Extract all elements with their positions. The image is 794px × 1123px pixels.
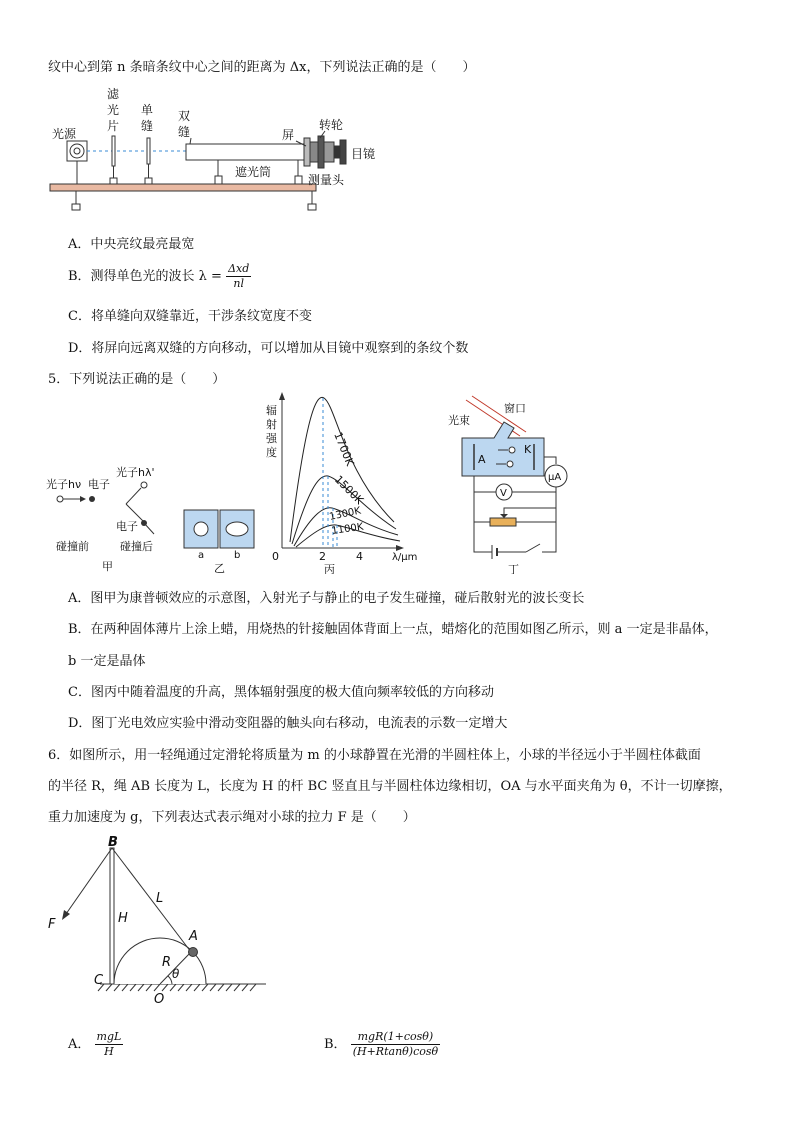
q4-option-b-prefix: B．测得单色光的波长 λ = <box>68 269 222 284</box>
q6-option-a-denominator: H <box>104 1045 114 1058</box>
jia-scattered-path <box>126 488 141 504</box>
jia-photon-in <box>57 496 63 502</box>
q6-stem-line3: 重力加速度为 g，下列表达式表示绳对小球的拉力 F 是（ ） <box>48 810 416 825</box>
jia-photon-in-label: 光子hν <box>46 478 82 491</box>
label-wheel: 转轮 <box>319 118 344 132</box>
q4-option-c: C．将单缝向双缝靠近，干涉条纹宽度不变 <box>68 309 312 324</box>
svg-text:单: 单 <box>141 103 154 117</box>
svg-text:射: 射 <box>266 418 277 431</box>
jia-electron-label: 电子 <box>88 478 110 491</box>
yi-label-b: b <box>234 550 241 561</box>
svg-text:缝: 缝 <box>178 125 191 139</box>
ding-k-label: K <box>524 443 532 456</box>
q5-figure-bing-blackbody <box>262 392 432 574</box>
q4-option-a: A．中央亮纹最亮最宽 <box>68 237 195 252</box>
q6-label-h: H <box>118 911 128 926</box>
q6-pulley-semicylinder-figure <box>44 834 284 1010</box>
q6-option-b-prefix: B． <box>324 1037 347 1052</box>
filter-element <box>110 136 117 184</box>
q6-label-r: R <box>162 955 172 970</box>
q5-option-a: A．图甲为康普顿效应的示意图，入射光子与静止的电子发生碰撞，碰后散射光的波长变长 <box>68 591 585 606</box>
label-filter <box>107 86 120 133</box>
ding-electron-2 <box>507 461 513 467</box>
q6-label-b: B <box>108 835 118 850</box>
double-slit-pointer <box>190 138 191 144</box>
single-slit-element <box>145 138 152 184</box>
bing-caption: 丙 <box>324 563 335 574</box>
jia-photon-out-label: 光子hλ' <box>116 466 155 479</box>
ding-electron-1 <box>509 447 515 453</box>
q6-stem-line1: 6．如图所示，用一轻绳通过定滑轮将质量为 m 的小球静置在光滑的半圆柱体上，小球的半径远小于半圆柱体截面 <box>48 748 701 763</box>
yi-label-a: a <box>198 550 205 561</box>
q4-option-b-numerator: Δxd <box>228 262 250 275</box>
jia-electron-out-label: 电子 <box>116 520 138 533</box>
label-single-slit <box>141 103 153 133</box>
label-source: 光源 <box>52 127 77 141</box>
bing-label-1700k: 1700K <box>331 430 357 468</box>
ding-ammeter-label: μA <box>548 472 562 483</box>
svg-text:强: 强 <box>266 432 277 445</box>
bing-x-arrow <box>396 545 404 551</box>
q4-stem-tail: 纹中心到第 n 条暗条纹中心之间的距离为 Δx，下列说法正确的是（ ） <box>48 60 476 75</box>
q5-option-b-line1: B．在两种固体薄片上涂上蜡，用烧热的针接触固体背面上一点，蜡熔化的范围如图乙所示，则 a 一定是非晶体， <box>68 622 718 637</box>
q6-semicylinder <box>114 938 206 984</box>
q6-label-l: L <box>156 891 164 906</box>
q5-option-b-line2: b 一定是晶体 <box>68 654 146 669</box>
ding-switch <box>526 544 540 552</box>
q6-option-a <box>68 1030 123 1059</box>
bing-y-arrow <box>279 392 285 400</box>
jia-electron-dot <box>89 496 95 502</box>
q5-stem: 5．下列说法正确的是（ ） <box>48 372 226 387</box>
q5-figure-jia-compton <box>44 460 174 575</box>
svg-text:滤: 滤 <box>107 87 120 101</box>
jia-before-label: 碰撞前 <box>56 540 89 553</box>
q6-force-f <box>66 848 112 914</box>
bing-tick-2: 2 <box>319 550 326 563</box>
q6-option-b-denominator: (H+Rtanθ)cosθ <box>352 1045 439 1058</box>
measuring-head <box>304 136 346 168</box>
bing-label-1100k: 1100K <box>330 521 365 537</box>
ding-a-label: A <box>478 453 486 466</box>
bing-label-1300k: 1300K <box>328 505 362 523</box>
jia-caption: 甲 <box>102 560 113 573</box>
q6-stem-line2: 的半径 R，绳 AB 长度为 L，长度为 H 的杆 BC 竖直且与半圆柱体边缘相切，OA 与水平面夹角为 θ，不计一切摩擦， <box>48 779 732 794</box>
jia-photon-out <box>141 482 147 488</box>
label-screen: 屏 <box>282 128 295 142</box>
bing-x-label: λ/μm <box>392 552 418 563</box>
yi-wax-circle <box>194 522 208 536</box>
bing-y-label <box>266 404 278 459</box>
yi-caption: 乙 <box>214 562 225 575</box>
q5-option-c: C．图丙中随着温度的升高，黑体辐射强度的极大值向频率较低的方向移动 <box>68 685 494 700</box>
bench-legs <box>72 191 316 210</box>
ding-wire-bottom-right <box>542 522 556 552</box>
jia-after-label: 碰撞后 <box>120 540 153 553</box>
q6-label-a: A <box>189 929 198 944</box>
q6-force-arrow <box>62 910 70 920</box>
bing-tick-4: 4 <box>356 550 363 563</box>
q6-ball-a <box>189 948 198 957</box>
q6-rod-bc <box>110 848 114 984</box>
q6-option-b-fraction <box>351 1030 440 1059</box>
svg-text:光: 光 <box>107 103 120 117</box>
q6-label-f: F <box>48 917 56 932</box>
ding-beam-label: 光束 <box>448 414 470 427</box>
light-source <box>67 141 87 184</box>
ding-window-label: 窗口 <box>504 402 526 415</box>
q6-option-a-prefix: A． <box>68 1037 91 1052</box>
svg-text:缝: 缝 <box>141 119 154 133</box>
svg-text:片: 片 <box>107 119 120 133</box>
jia-arrow <box>80 496 86 502</box>
ding-slider <box>500 514 508 518</box>
q6-label-o: O <box>154 992 165 1007</box>
q6-option-b <box>324 1030 440 1059</box>
q6-option-a-fraction <box>95 1030 124 1059</box>
svg-text:度: 度 <box>266 446 277 459</box>
q4-option-b-fraction <box>226 262 251 291</box>
q4-option-b <box>68 262 251 291</box>
ding-rheostat <box>490 518 516 526</box>
ding-caption: 丁 <box>508 563 519 574</box>
label-eyepiece: 目镜 <box>351 147 376 161</box>
q6-ground-hatch <box>98 984 256 991</box>
q6-option-a-numerator: mgL <box>96 1030 122 1043</box>
svg-text:双: 双 <box>178 109 191 123</box>
ding-voltmeter-label: V <box>500 488 507 499</box>
ding-slider-wire <box>504 508 556 514</box>
svg-text:辐: 辐 <box>266 404 277 417</box>
q4-option-b-denominator: nl <box>233 277 244 290</box>
q6-label-c: C <box>94 973 104 988</box>
q4-option-d: D．将屏向远离双缝的方向移动，可以增加从目镜中观察到的条纹个数 <box>68 341 469 356</box>
q6-label-theta: θ <box>172 967 180 981</box>
q6-rope-ab <box>112 848 191 952</box>
label-gauge: 测量头 <box>308 173 345 187</box>
optical-bench <box>50 184 316 191</box>
q5-option-d: D．图丁光电效应实验中滑动变阻器的触头向右移动，电流表的示数一定增大 <box>68 716 508 731</box>
yi-wax-ellipse <box>226 522 248 536</box>
label-tube: 遮光筒 <box>235 165 272 179</box>
q5-figure-ding-photoelectric <box>444 392 584 574</box>
label-double-slit <box>178 109 190 139</box>
q4-double-slit-apparatus-figure <box>40 86 400 218</box>
jia-recoil-arrow <box>144 523 154 534</box>
q6-option-b-numerator: mgR(1+cosθ) <box>351 1030 440 1045</box>
bing-label-1500k: 1500K <box>331 472 366 508</box>
ding-wire-k <box>544 457 556 464</box>
bing-tick-0: 0 <box>272 550 279 563</box>
